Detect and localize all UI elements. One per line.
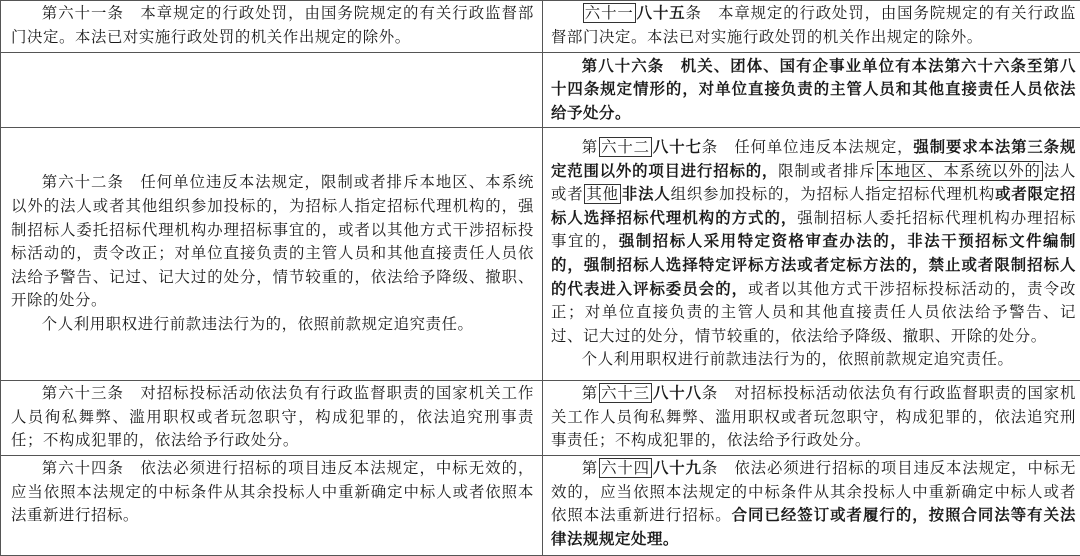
new-article-cell [543, 456, 1080, 556]
new-article-cell [543, 53, 1080, 128]
deleted-text-box: 六十二 [599, 137, 652, 157]
new-article-cell [543, 128, 1080, 381]
added-text: 合同已经签订或者履行的，按照合同法等有关法律法规规定处理。 [551, 506, 1076, 548]
deleted-text-box: 六十四 [599, 458, 652, 478]
new-article-paragraph [551, 382, 1076, 453]
old-article-cell [1, 53, 543, 128]
added-text: 第八十六条 机关、团体、国有企事业单位有本法第六十六条至第八十四条规定情形的，对单位直接负责的主管人员和其他直接责任人员依法给予处分。 [551, 57, 1076, 122]
article-text: 第 [582, 384, 598, 402]
old-article-cell [1, 1, 543, 53]
article-text: 条 任何单位违反本法规定， [702, 138, 914, 156]
old-article-paragraph: 个人利用职权进行前款违法行为的，依照前款规定追究责任。 [11, 313, 534, 337]
old-article-paragraph: 第六十二条 任何单位违反本法规定，限制或者排斥本地区、本系统以外的法人或者其他组织参加投标的，为招标人指定招标代理机构的，强制招标人委托招标代理机构办理招标事宜的，或者以其他方式干涉招标投标活动的，责令改正；对单位直接负责的主管人员和其他直接责任人员依法给予警告、记过、记大过的处分，情节较重的，依法给予降级、撤职、开除的处分。 [11, 171, 534, 313]
deleted-text-box: 六十一 [583, 3, 636, 23]
table-row [1, 456, 1080, 556]
new-article-paragraph [551, 457, 1076, 551]
added-text: 强制要求本法第三条规定范围以外的项目进行招标的， [551, 138, 1076, 180]
table-row [1, 1, 1080, 53]
old-article-cell [1, 456, 543, 556]
new-article-cell [543, 1, 1080, 53]
added-text: 强制招标人采用特定资格审查办法的，非法干预招标文件编制的，强制招标人选择特定评标方法或者定标方法的，禁止或者限制招标人的代表进入评标委员会的， [551, 232, 1076, 297]
new-article-paragraph [551, 348, 1076, 372]
article-text: 个人利用职权进行前款违法行为的，依照前款规定追究责任。 [582, 350, 1014, 368]
article-text: 条 对招标投标活动依法负有行政监督职责的国家机关工作人员徇私舞弊、滥用职权或者玩忽职守，构成犯罪的，依法追究刑事责任；不构成犯罪的，依法给予行政处分。 [551, 384, 1076, 449]
table-row [1, 53, 1080, 128]
article-text: 强制招标人委托招标代理机构办理招标事宜的， [551, 209, 1076, 251]
old-article-paragraph: 第六十三条 对招标投标活动依法负有行政监督职责的国家机关工作人员徇私舞弊、滥用职权或者玩忽职守，构成犯罪的，依法追究刑事责任；不构成犯罪的，依法给予行政处分。 [11, 382, 534, 453]
article-text: 限制或者排斥 [778, 162, 875, 180]
article-text: 第 [582, 138, 598, 156]
new-article-paragraph [551, 2, 1076, 49]
table-row [1, 381, 1080, 456]
new-article-cell [543, 381, 1080, 456]
added-text: 八十九 [653, 459, 702, 477]
old-article-cell [1, 381, 543, 456]
article-text: 或者以其他方式干涉招标投标活动的，责令改正；对单位直接负责的主管人员和其他直接责任人员依法给予警告、记过、记大过的处分，情节较重的，依法给予降级、撤职、开除的处分。 [551, 280, 1076, 345]
new-article-paragraph [551, 55, 1076, 126]
added-text: 非法人 [622, 185, 671, 203]
deleted-text-box: 其他 [584, 184, 620, 204]
table-row [1, 128, 1080, 381]
added-text: 八十五 [637, 4, 686, 22]
added-text: 八十八 [653, 384, 702, 402]
old-article-paragraph: 第六十一条 本章规定的行政处罚，由国务院规定的有关行政监督部门决定。本法已对实施行政处罚的机关作出规定的除外。 [11, 2, 534, 49]
article-text: 条 本章规定的行政处罚，由国务院规定的有关行政监督部门决定。本法已对实施行政处罚的机关作出规定的除外。 [551, 4, 1076, 46]
added-text: 或者限定招标人选择招标代理机构的方式的， [551, 185, 1076, 227]
article-text: 第 [582, 459, 598, 477]
article-text: 组织参加投标的，为招标人指定招标代理机构 [671, 185, 996, 203]
article-text: 法人或者 [551, 162, 1076, 204]
new-article-paragraph [551, 136, 1076, 348]
added-text: 八十七 [653, 138, 702, 156]
old-article-paragraph: 第六十四条 依法必须进行招标的项目违反本法规定，中标无效的，应当依照本法规定的中标条件从其余投标人中重新确定中标人或者依照本法重新进行招标。 [11, 457, 534, 528]
article-text: 条 依法必须进行招标的项目违反本法规定，中标无效的，应当依照本法规定的中标条件从其余投标人中重新确定中标人或者依照本法重新进行招标。 [551, 459, 1076, 524]
deleted-text-box: 本地区、本系统以外的 [877, 161, 1043, 181]
deleted-text-box: 六十三 [599, 383, 652, 403]
old-article-cell [1, 128, 543, 381]
